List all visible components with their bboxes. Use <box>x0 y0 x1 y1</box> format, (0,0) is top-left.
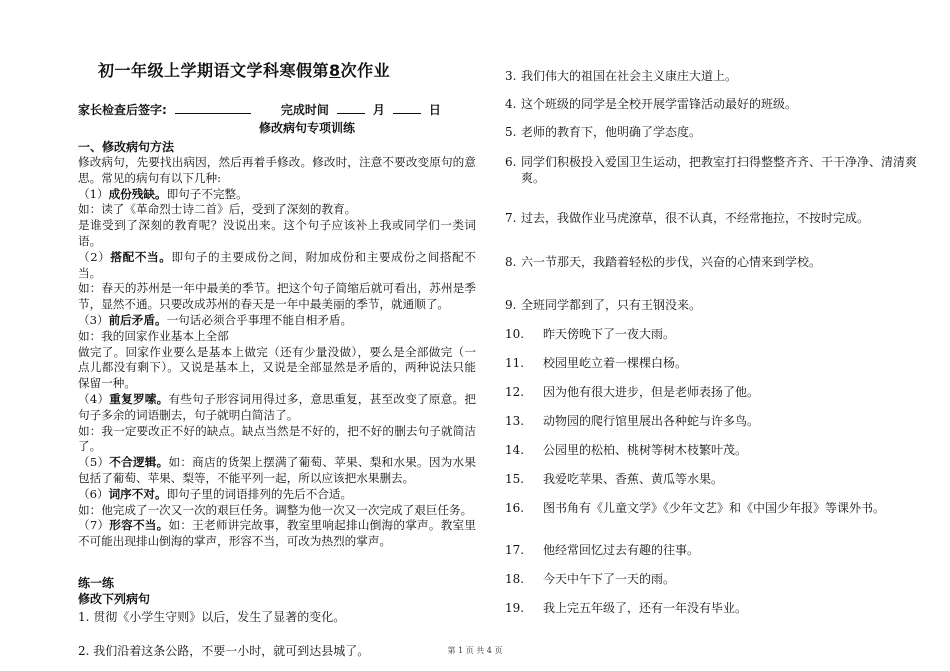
exercise-item-9: 9. 全班同学都到了，只有王钢没来。 <box>505 298 702 312</box>
exercise-item-12: 12. 因为他有很大进步，但是老师表扬了他。 <box>505 385 760 399</box>
finish-time-label: 完成时间 <box>280 103 329 117</box>
method-6-example: 如：他完成了一次又一次的艰巨任务。调整为他一次又一次完成了艰巨任务。 <box>78 502 473 517</box>
method-1-example: 如：读了《革命烈士诗二首》后，受到了深刻的教育。 <box>78 202 357 217</box>
title-prefix: 初一年级上学期语文学科寒假第 <box>98 61 330 80</box>
exercise-item-16: 16. 图书角有《儿童文学》《少年文艺》和《中国少年报》等课外书。 <box>505 501 886 515</box>
method-2: （2）搭配不当。即句子的主要成份之间，附加成份和主要成份之间搭配不当。 <box>78 249 476 280</box>
exercise-item-14: 14. 公园里的松柏、桃树等树木枝繁叶茂。 <box>505 443 748 457</box>
exercise-item-18: 18. 今天中午下了一天的雨。 <box>505 572 676 586</box>
exercise-item-6: 6. 同学们积极投入爱国卫生运动，把教室打扫得整整齐齐、干干净净、清清爽爽。 <box>505 155 918 185</box>
method-4: （4）重复罗嗦。有些句子形容词用得过多，意思重复，甚至改变了原意。把句子多余的词语删去，句子就明白简洁了。 <box>78 391 476 422</box>
exercise-item-10: 10. 昨天傍晚下了一夜大雨。 <box>505 327 676 341</box>
meta-line <box>78 101 476 118</box>
exercise-item-13: 13. 动物园的爬行馆里展出各种蛇与许多鸟。 <box>505 414 760 428</box>
exercise-item-17: 17. 他经常回忆过去有趣的往事。 <box>505 543 700 557</box>
exercise-item-3: 3. 我们伟大的祖国在社会主义康庄大道上。 <box>505 69 738 83</box>
exercise-item-15: 15. 我爱吃苹果、香蕉、黄瓜等水果。 <box>505 472 724 486</box>
method-2-example: 如：春天的苏州是一年中最美的季节。把这个句子简缩后就可看出，苏州是季节，显然不通。只要改成苏州的春天是一年中最美丽的季节，就通顺了。 <box>78 281 476 312</box>
exercise-item-11: 11. 校园里屹立着一棵棵白杨。 <box>505 356 688 370</box>
parent-sign-field[interactable] <box>175 101 251 114</box>
month-field[interactable] <box>337 101 365 114</box>
page-footer: 第 1 页 共 4 页 <box>447 646 503 655</box>
method-3: （3）前后矛盾。一句话必须合乎事理不能自相矛盾。 <box>78 312 353 327</box>
method-4-example: 如：我一定要改正不好的缺点。缺点当然是不好的，把不好的删去句子就简洁了。 <box>78 423 476 454</box>
subtitle: 修改病句专项训练 <box>258 121 355 135</box>
exercise-item-5: 5. 老师的教育下，他明确了学态度。 <box>505 125 702 139</box>
practice-subheading: 修改下列病句 <box>78 591 151 606</box>
exercise-item-1: 1. 贯彻《小学生守则》以后，发生了显著的变化。 <box>78 609 346 624</box>
page-title <box>98 58 476 81</box>
method-6: （6）词序不对。即句子里的词语排列的先后不合适。 <box>78 486 353 501</box>
method-3-example: 如：我的回家作业基本上全部 <box>78 328 229 343</box>
method-3-explain: 做完了。回家作业要么是基本上做完（还有少量没做），要么是全部做完（一点儿都没有剩下）。又说是基本上，又说是全部显然是矛盾的，两种说法只能保留一种。 <box>78 344 476 391</box>
exercise-item-7: 7. 过去，我做作业马虎潦草，很不认真，不经常拖拉，不按时完成。 <box>505 211 870 225</box>
method-7: （7）形容不当。如：王老师讲完故事，教室里响起排山倒海的掌声。教室里不可能出现排山倒海的掌声，形容不当，可改为热烈的掌声。 <box>78 518 476 549</box>
exercise-item-2: 2. 我们沿着这条公路，不要一小时，就可到达县城了。 <box>78 643 370 658</box>
exercise-item-8: 8. 六一节那天，我踏着轻松的步伐，兴奋的心情来到学校。 <box>505 255 822 269</box>
day-label: 日 <box>428 103 441 117</box>
exercise-item-4: 4. 这个班级的同学是全校开展学雷锋活动最好的班级。 <box>505 97 798 111</box>
method-1: （1）成份残缺。即句子不完整。 <box>78 186 248 201</box>
parent-sign-label: 家长检查后签字: <box>78 103 167 117</box>
month-label: 月 <box>372 103 385 117</box>
section-heading-methods: 一、修改病句方法 <box>78 140 175 154</box>
exercise-item-19: 19. 我上完五年级了，还有一年没有毕业。 <box>505 601 748 615</box>
title-number: 8 <box>329 61 341 80</box>
practice-heading: 练一练 <box>78 575 115 590</box>
method-5: （5）不合逻辑。如：商店的货架上摆满了葡萄、苹果、梨和水果。因为水果包括了葡萄、苹果、梨等，不能平列一起，所以应该把水果删去。 <box>78 455 476 485</box>
method-1-explain: 是谁受到了深刻的教育呢？没说出来。这个句子应该补上我或同学们一类词语。 <box>78 218 476 248</box>
left-column <box>78 58 476 659</box>
day-field[interactable] <box>393 101 421 114</box>
intro-paragraph: 修改病句，先要找出病因，然后再着手修改。修改时，注意不要改变原句的意思。常见的病句有以下几种: <box>78 155 476 185</box>
title-suffix: 次作业 <box>340 61 391 80</box>
